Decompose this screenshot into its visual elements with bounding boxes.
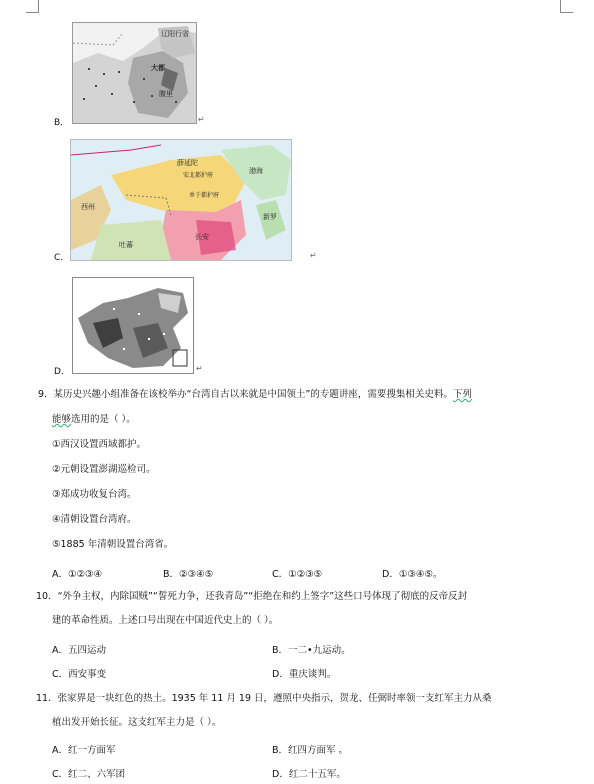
- map-c-option-letter: C．: [54, 253, 70, 263]
- paragraph-mark: ↵: [196, 364, 203, 373]
- page-corner-mark-right: [560, 0, 573, 13]
- map-b-image: [72, 22, 197, 124]
- paragraph-mark: ↵: [198, 115, 205, 124]
- map-c-label: 安北都护府: [183, 172, 214, 179]
- q11-option-d[interactable]: D．红二十五军。: [272, 769, 346, 780]
- q10-stem-line1: 10．“外争主权，内除国贼”“誓死力争，还我青岛”“拒绝在和约上签字”这些口号体现了彻底的反帝反封: [36, 591, 468, 602]
- q9-item: ①西汉设置西域都护。: [52, 439, 147, 450]
- map-d-graphic: [73, 278, 193, 373]
- q10-option-a[interactable]: A．五四运动: [52, 645, 106, 656]
- q9-item: ③郑成功收复台湾。: [52, 489, 137, 500]
- q10-stem-line2: 建的革命性质。上述口号出现在中国近代史上的（ ）。: [52, 615, 279, 626]
- q9-option-c[interactable]: C．①②③⑤: [272, 569, 323, 580]
- map-d-image: [72, 277, 194, 374]
- map-d-option-letter: D．: [54, 367, 70, 377]
- map-c-label: 吐蕃: [119, 241, 133, 249]
- map-c-image: [70, 139, 292, 261]
- page-corner-mark-left: [26, 0, 39, 13]
- map-c-label: 单于都护府: [189, 192, 220, 199]
- map-b-label: 大都: [151, 64, 165, 72]
- map-c-label: 西州: [81, 203, 95, 211]
- q10-option-d[interactable]: D．重庆谈判。: [272, 669, 337, 680]
- q11-stem-line1: 11．张家界是一块红色的热土。1935 年 11 月 19 日，遵照中央指示，贺龙、任弼时率领一支红军主力从桑: [36, 693, 492, 704]
- q9-stem-line1: [38, 388, 472, 402]
- q9-stem-text: 9．某历史兴趣小组准备在该校举办“台湾自古以来就是中国领土”的专题讲座，需要搜集相关史料。: [38, 389, 453, 400]
- map-b-label: 腹里: [159, 90, 173, 98]
- paragraph-mark: ↵: [310, 251, 317, 260]
- map-b-option-letter: B．: [54, 118, 70, 128]
- q11-option-c[interactable]: C．红二、六军团: [52, 769, 126, 780]
- q11-option-b[interactable]: B．红四方面军 。: [272, 745, 349, 756]
- q9-option-a[interactable]: A．①②③④: [52, 569, 103, 580]
- q9-stem-underlined: 能够: [52, 414, 72, 425]
- map-c-label: 薛延陀: [177, 159, 198, 167]
- q9-item: ⑤1885 年清朝设置台湾省。: [52, 539, 174, 550]
- q9-stem-line2: [52, 413, 136, 427]
- q10-option-c[interactable]: C．西安事变: [52, 669, 107, 680]
- map-b-label: 辽阳行省: [161, 30, 189, 38]
- q10-option-b[interactable]: B．一二•九运动。: [272, 645, 351, 656]
- q11-stem-line2: 植出发开始长征。这支红军主力是（ ）。: [52, 717, 222, 728]
- map-c-label: 渤海: [249, 167, 263, 175]
- q9-item: ④清朝设置台湾府。: [52, 514, 137, 525]
- q9-stem-underlined: 下列: [452, 389, 472, 400]
- q9-stem-text: 选用的是（ ）。: [71, 414, 136, 425]
- q9-item: ②元朝设置澎湖巡检司。: [52, 464, 156, 475]
- q9-option-d[interactable]: D．①③④⑤。: [382, 569, 443, 580]
- q11-option-a[interactable]: A．红一方面军: [52, 745, 116, 756]
- q9-option-b[interactable]: B．②③④⑤: [163, 569, 214, 580]
- map-c-label: 新罗: [263, 213, 277, 221]
- map-c-label: 长安: [195, 233, 209, 241]
